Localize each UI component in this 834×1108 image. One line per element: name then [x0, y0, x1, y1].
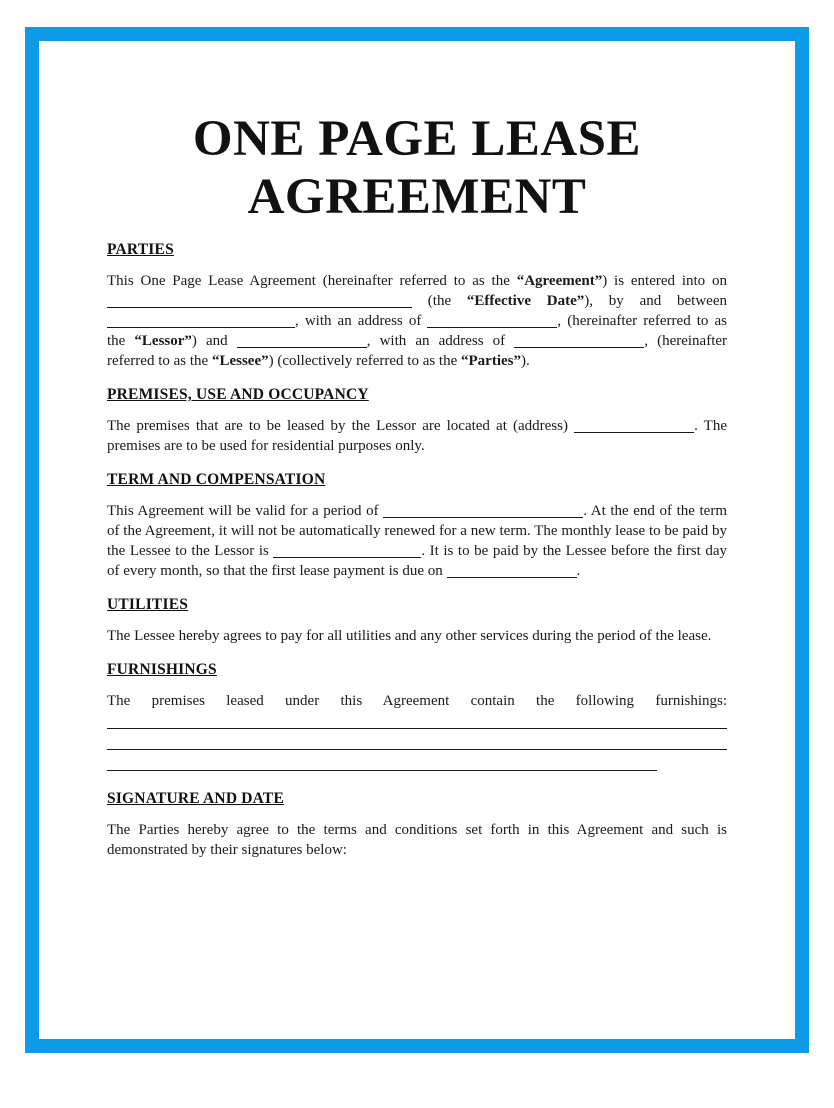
section-heading-signature: SIGNATURE AND DATE — [107, 790, 284, 807]
section-signature — [107, 789, 727, 860]
text-run: (the — [412, 293, 467, 309]
fill-in-blank[interactable] — [107, 715, 727, 729]
text-run: . The premises are to be used for residential purposes only. — [107, 418, 727, 454]
text-run: , with an address of — [366, 333, 515, 349]
document-title — [107, 110, 727, 226]
text-run: ). — [521, 353, 530, 369]
bold-term: “Effective Date” — [466, 293, 585, 309]
section-paragraph-signature — [107, 820, 727, 860]
page-frame — [25, 27, 809, 1053]
bold-term: “Lessee” — [211, 353, 269, 369]
text-run: . At the end of the term of the Agreement, it will not be automatically renewed for a new term. The monthly lease to be paid by the Lessee to the Lessor is — [107, 503, 727, 559]
section-paragraph-premises — [107, 416, 727, 456]
section-heading-parties: PARTIES — [107, 241, 174, 258]
fill-in-blank[interactable] — [237, 334, 367, 348]
bold-term: “Agreement” — [516, 273, 603, 289]
text-run: , with an address of — [295, 313, 428, 329]
section-utilities — [107, 595, 727, 646]
text-run: , (hereinafter referred to as the — [107, 333, 728, 369]
text-run: ) is entered into on — [602, 273, 727, 289]
text-run: The premises that are to be leased by the Lessor are located at (address) — [107, 418, 575, 434]
section-heading-furnishings: FURNISHINGS — [107, 661, 217, 678]
section-parties — [107, 240, 727, 371]
section-premises — [107, 385, 727, 456]
document-title-line-1: ONE PAGE LEASE — [192, 111, 642, 167]
section-paragraph-term — [107, 501, 727, 581]
fill-in-blank[interactable] — [447, 564, 577, 578]
fill-in-blank[interactable] — [427, 314, 557, 328]
section-heading-utilities: UTILITIES — [107, 596, 189, 613]
text-run: , (hereinafter referred to as the — [107, 313, 727, 349]
text-run: ) and — [191, 333, 237, 349]
section-paragraph-parties — [107, 271, 727, 371]
text-run: ) (collectively referred to as the — [268, 353, 462, 369]
bold-term: “Parties” — [461, 353, 521, 369]
text-run: This One Page Lease Agreement (hereinafter referred to as the — [107, 273, 517, 289]
text-run: . It is to be paid by the Lessee before the first day of every month, so that the first lease payment is due on — [107, 543, 728, 579]
section-heading-premises: PREMISES, USE AND OCCUPANCY — [107, 386, 369, 403]
fill-in-blank[interactable] — [107, 314, 295, 328]
section-furnishings — [107, 660, 727, 775]
document-title-line-2: AGREEMENT — [247, 169, 587, 225]
fill-in-blank[interactable] — [273, 544, 421, 558]
fill-in-blank[interactable] — [107, 294, 412, 308]
section-paragraph-furnishings — [107, 691, 727, 775]
text-run: . — [576, 563, 581, 579]
fill-in-blank[interactable] — [514, 334, 644, 348]
fill-in-blank[interactable] — [574, 419, 694, 433]
document-page — [39, 41, 795, 1108]
fill-in-blank[interactable] — [383, 504, 583, 518]
text-run: The premises leased under this Agreement contain the following furnishings: — [107, 693, 727, 709]
text-run: The Parties hereby agree to the terms and conditions set forth in this Agreement and such is demonstrated by their signatures below: — [107, 822, 727, 858]
section-term — [107, 470, 727, 581]
bold-term: “Lessor” — [134, 333, 192, 349]
fill-in-blank[interactable] — [107, 757, 657, 771]
fill-in-blank[interactable] — [107, 736, 727, 750]
text-run: ), by and between — [584, 293, 727, 309]
section-paragraph-utilities — [107, 626, 727, 646]
section-heading-term: TERM AND COMPENSATION — [107, 471, 326, 488]
text-run: The Lessee hereby agrees to pay for all utilities and any other services during the period of the lease. — [107, 628, 712, 644]
text-run: This Agreement will be valid for a period of — [107, 503, 384, 519]
